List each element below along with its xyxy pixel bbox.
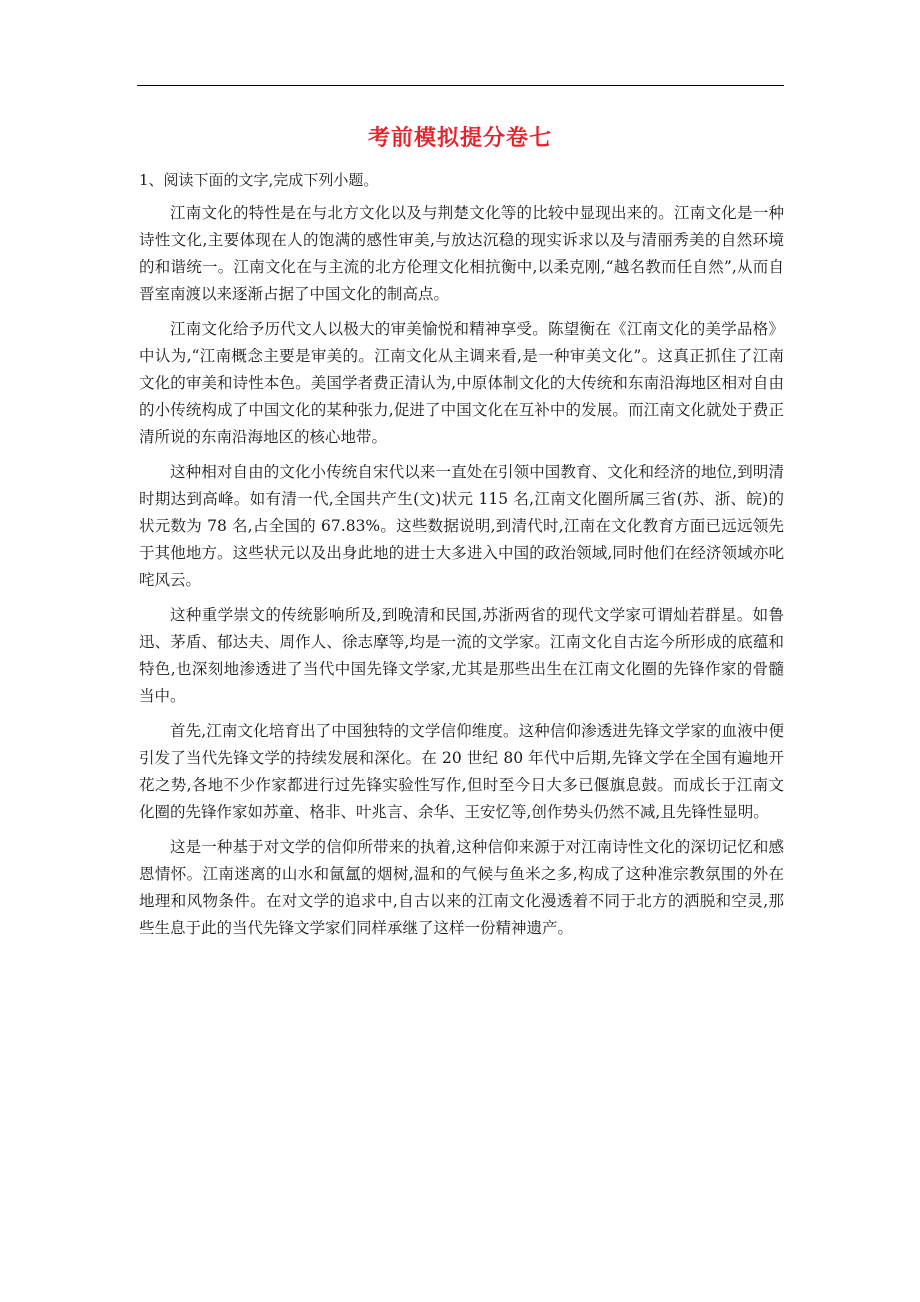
paragraph-6: 这是一种基于对文学的信仰所带来的执着,这种信仰来源于对江南诗性文化的深切记忆和感恩情怀。江南迷离的山水和氤氲的烟树,温和的气候与鱼米之多,构成了这种准宗教氛围的外在地理和风物条件。在对文学的追求中,自古以来的江南文化漫透着不同于北方的洒脱和空灵,那些生息于此的当代先锋文学家们同样承继了这样一份精神遗产。 [139, 838, 784, 937]
paragraph-5: 首先,江南文化培育出了中国独特的文学信仰维度。这种信仰渗透进先锋文学家的血液中便引发了当代先锋文学的持续发展和深化。在 20 世纪 80 年代中后期,先锋文学在全国有遍地开花之势,各地不少作家都进行过先锋实验性写作,但时至今日大多已偃旗息鼓。而成长于江南文化圈的先锋作家如苏童、格非、叶兆言、余华、王安忆等,创作势头仍然不减,且先锋性显明。 [139, 722, 784, 821]
paragraph-3: 这种相对自由的文化小传统自宋代以来一直处在引领中国教育、文化和经济的地位,到明清时期达到高峰。如有清一代,全国共产生(文)状元 115 名,江南文化圈所属三省(苏、浙、皖)的状元数为 78 名,占全国的 67.83%。这些数据说明,到清代时,江南在文化教育方面已远远领先于其他地方。这些状元以及出身此地的进士大多进入中国的政治领域,同时他们在经济领域亦叱咤风云。 [139, 463, 784, 589]
header-rule [137, 85, 784, 86]
paragraph-2: 江南文化给予历代文人以极大的审美愉悦和精神享受。陈望衡在《江南文化的美学品格》中认为,“江南概念主要是审美的。江南文化从主调来看,是一种审美文化”。这真正抓住了江南文化的审美和诗性本色。美国学者费正清认为,中原体制文化的大传统和东南沿海地区相对自由的小传统构成了中国文化的某种张力,促进了中国文化在互补中的发展。而江南文化就处于费正清所说的东南沿海地区的核心地带。 [139, 320, 784, 446]
document-body [139, 170, 784, 950]
paragraph-1: 江南文化的特性是在与北方文化以及与荆楚文化等的比较中显现出来的。江南文化是一种诗性文化,主要体现在人的饱满的感性审美,与放达沉稳的现实诉求以及与清丽秀美的自然环境的和谐统一。江南文化在与主流的北方伦理文化相抗衡中,以柔克刚,“越名教而任自然”,从而自晋室南渡以来逐渐占据了中国文化的制高点。 [139, 204, 784, 303]
document-title: 考前模拟提分卷七 [367, 125, 552, 151]
paragraph-4: 这种重学崇文的传统影响所及,到晚清和民国,苏浙两省的现代文学家可谓灿若群星。如鲁迅、茅盾、郁达夫、周作人、徐志摩等,均是一流的文学家。江南文化自古迄今所形成的底蕴和特色,也深刻地渗透进了当代中国先锋文学家,尤其是那些出生在江南文化圈的先锋作家的骨髓当中。 [139, 606, 784, 705]
question-prompt: 1、阅读下面的文字,完成下列小题。 [139, 171, 379, 189]
